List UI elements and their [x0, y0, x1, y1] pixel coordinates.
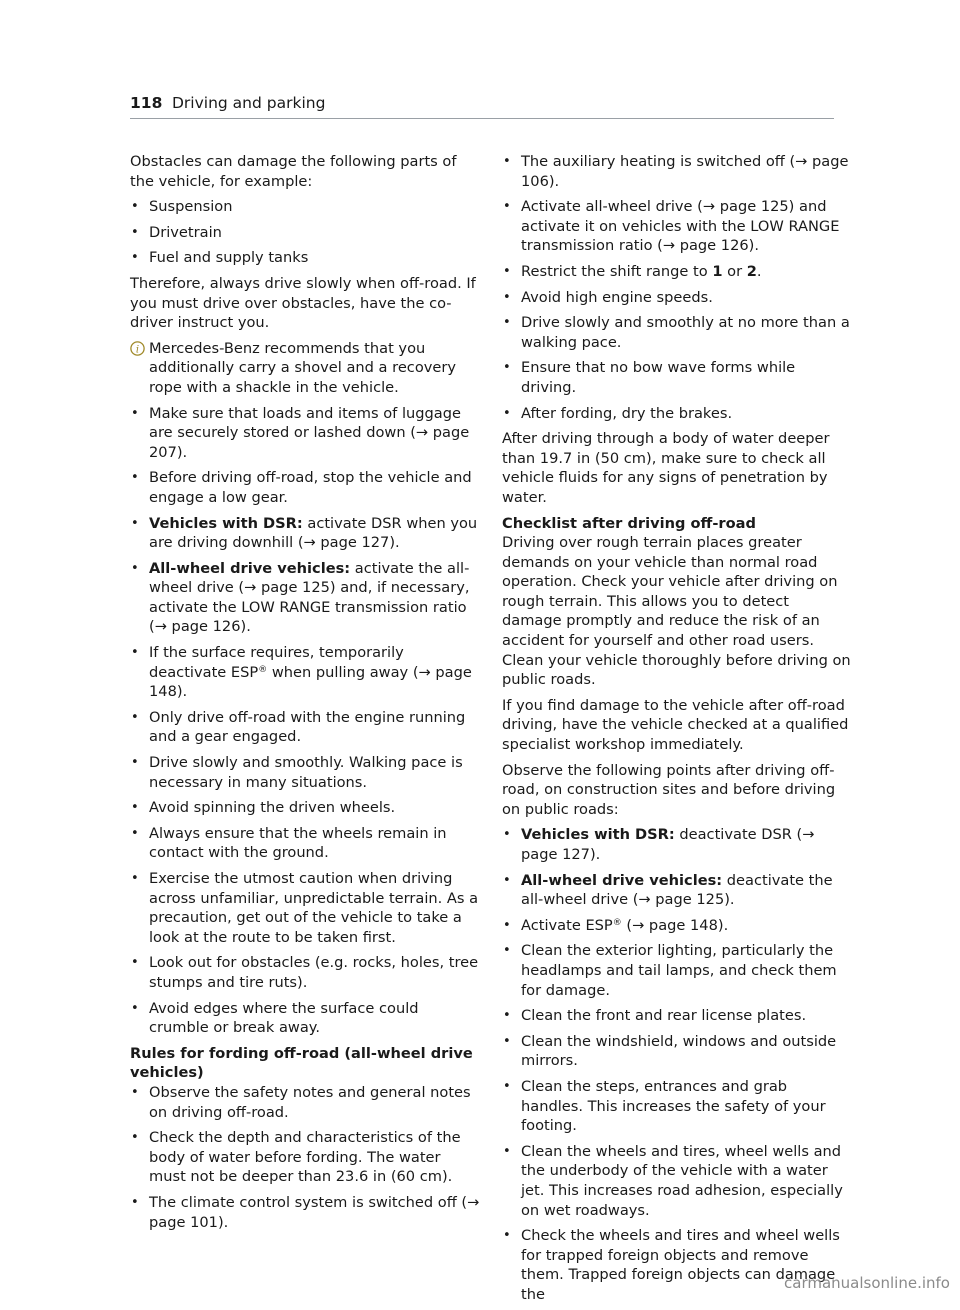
intro-paragraph: Obstacles can damage the following parts of the vehicle, for example:	[130, 153, 457, 190]
list-item	[130, 643, 480, 702]
list-item	[502, 871, 852, 910]
item-text: Activate ESP	[521, 916, 613, 934]
list-item: • Clean the steps, entrances and grab handles. This increases the safety of your footing.	[502, 1077, 852, 1136]
list-item: • After fording, dry the brakes.	[502, 404, 852, 424]
item-text: deactivate the all-wheel drive (→ page 125).	[521, 871, 833, 909]
therefore-paragraph: Therefore, always drive slowly when off-road. If you must drive over obstacles, have the co-driver instruct you.	[130, 274, 476, 332]
item-label: All-wheel drive vehicles:	[149, 559, 351, 577]
list-item	[502, 262, 852, 282]
section-title: Driving and parking	[172, 94, 326, 112]
svg-text:i: i	[135, 344, 140, 356]
item-text: or	[722, 262, 747, 280]
list-item: • Drivetrain	[130, 223, 480, 243]
after-fording-paragraph: After driving through a body of water deeper than 19.7 in (50 cm), make sure to check all vehicle fluids for any signs of penetration by water.	[502, 430, 830, 506]
list-item: • The auxiliary heating is switched off (→ page 106).	[502, 152, 852, 191]
registered-mark: ®	[258, 664, 268, 675]
item-text: .	[756, 262, 762, 280]
item-label: Vehicles with DSR:	[521, 826, 675, 844]
page-number: 118	[130, 94, 163, 112]
item-text: activate the all-wheel drive (→ page 125) and, if necessary, activate the LOW RANGE transmission ratio (→ page 126).	[149, 559, 470, 636]
list-item: • Clean the wheels and tires, wheel wells and the underbody of the vehicle with a water jet. This increases road adhesion, especially on wet roadways.	[502, 1142, 852, 1220]
info-icon	[130, 341, 145, 356]
registered-mark: ®	[612, 917, 622, 928]
list-item: • Check the depth and characteristics of the body of water before fording. The water must not be deeper than 23.6 in (60 cm).	[130, 1128, 480, 1187]
item-text: If the surface requires, temporarily deactivate ESP	[149, 644, 404, 681]
list-item: • Ensure that no bow wave forms while driving.	[502, 358, 852, 397]
item-text: deactivate DSR (→ page 127).	[521, 826, 815, 863]
list-item: • The climate control system is switched off (→ page 101).	[130, 1193, 480, 1232]
list-item: • Always ensure that the wheels remain in contact with the ground.	[130, 824, 480, 863]
item-label: Vehicles with DSR:	[149, 514, 303, 532]
list-item: • Observe the safety notes and general notes on driving off-road.	[130, 1083, 480, 1122]
section-heading: Checklist after driving off-road	[502, 514, 756, 532]
list-item: • Check the wheels and tires and wheel wells for trapped foreign objects and remove them. Trapped foreign objects can damage the	[502, 1226, 852, 1304]
list-item: • Clean the windshield, windows and outside mirrors.	[502, 1032, 852, 1071]
list-item: • Suspension	[130, 197, 480, 217]
list-item: • Avoid high engine speeds.	[502, 288, 852, 308]
list-item: • Clean the front and rear license plates.	[502, 1006, 852, 1026]
item-label: All-wheel drive vehicles:	[521, 871, 723, 889]
list-item	[130, 559, 480, 637]
list-item: • Make sure that loads and items of luggage are securely stored or lashed down (→ page 207).	[130, 404, 480, 463]
list-item: • Only drive off-road with the engine running and a gear engaged.	[130, 708, 480, 747]
list-item: • Before driving off-road, stop the vehicle and engage a low gear.	[130, 468, 480, 507]
item-text: Restrict the shift range to	[521, 262, 713, 280]
checklist-paragraph: Observe the following points after driving off-road, on construction sites and before driving on public roads:	[502, 761, 836, 818]
gear-value: 2	[746, 262, 757, 280]
list-item: • Avoid edges where the surface could crumble or break away.	[130, 999, 480, 1038]
note-block	[130, 339, 480, 398]
list-item: • Drive slowly and smoothly. Walking pace is necessary in many situations.	[130, 753, 480, 792]
list-item	[502, 825, 852, 864]
list-item: • Look out for obstacles (e.g. rocks, holes, tree stumps and tire ruts).	[130, 953, 480, 992]
item-text: (→ page 148).	[621, 916, 729, 934]
checklist-paragraph: Driving over rough terrain places greater demands on your vehicle than normal road operation. Check your vehicle after driving on rough terrain. This allows you to detect damage promptly and reduce the risk of an accident for yourself and other road users. Clean your vehicle thoroughly before driving on public roads.	[502, 534, 851, 689]
page-header	[130, 92, 834, 119]
list-item: • Avoid spinning the driven wheels.	[130, 798, 480, 818]
gear-value: 1	[712, 262, 723, 280]
watermark: carmanualsonline.info	[784, 1274, 950, 1293]
list-item: • Clean the exterior lighting, particularly the headlamps and tail lamps, and check them for damage.	[502, 941, 852, 1000]
checklist-paragraph: If you find damage to the vehicle after off-road driving, have the vehicle checked at a qualified specialist workshop immediately.	[502, 696, 849, 754]
list-item	[502, 916, 852, 936]
right-column	[502, 152, 852, 1310]
section-heading: Rules for fording off-road (all-wheel drive vehicles)	[130, 1044, 473, 1082]
list-item: • Fuel and supply tanks	[130, 248, 480, 268]
list-item: • Exercise the utmost caution when driving across unfamiliar, unpredictable terrain. As a precaution, get out of the vehicle to take a look at the route to be taken first.	[130, 869, 480, 947]
item-text: activate DSR when you are driving downhill (→ page 127).	[149, 514, 478, 552]
list-item	[130, 514, 480, 553]
note-text: Mercedes-Benz recommends that you additionally carry a shovel and a recovery rope with a shackle in the vehicle.	[149, 339, 457, 396]
item-text: when pulling away (→ page 148).	[149, 663, 472, 701]
list-item: • Drive slowly and smoothly at no more than a walking pace.	[502, 313, 852, 352]
list-item: • Activate all-wheel drive (→ page 125) and activate it on vehicles with the LOW RANGE transmission ratio (→ page 126).	[502, 197, 852, 256]
left-column	[130, 152, 480, 1238]
